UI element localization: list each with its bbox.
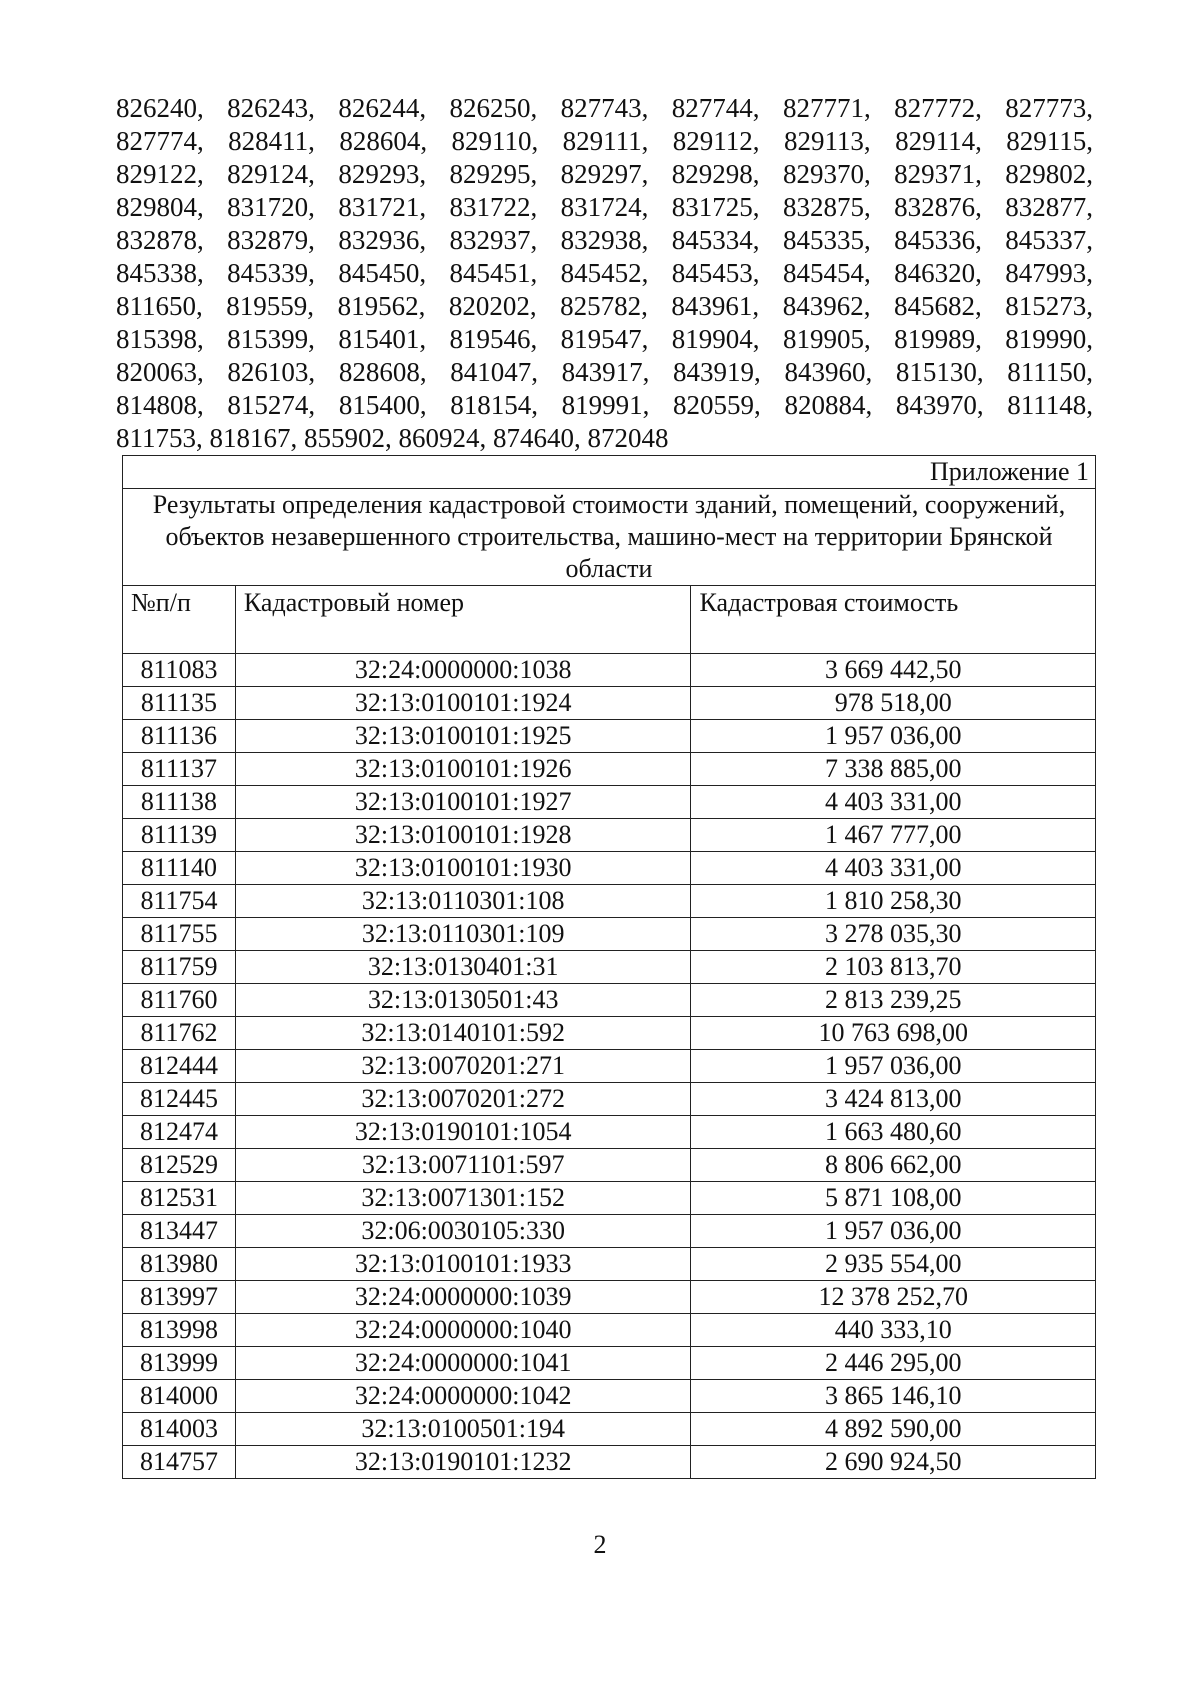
object-number: 843919,: [673, 357, 761, 387]
object-number: 829115,: [1006, 126, 1093, 156]
object-number: 829293,: [338, 159, 427, 189]
object-number: 843917,: [561, 357, 650, 387]
cadastral-value-cell: 1 663 480,60: [691, 1116, 1096, 1149]
table-row: [123, 1215, 1096, 1248]
object-number: 845452,: [560, 258, 649, 288]
cadastral-number-cell: 32:13:0100101:1925: [235, 720, 691, 753]
cadastral-number-cell: 32:13:0100501:194: [235, 1413, 691, 1446]
object-number: 820063,: [116, 357, 204, 387]
cadastral-value-cell: 1 957 036,00: [691, 720, 1096, 753]
cadastral-value-cell: 1 467 777,00: [691, 819, 1096, 852]
object-number: 815399,: [227, 324, 315, 354]
cadastral-value-cell: 4 892 590,00: [691, 1413, 1096, 1446]
object-number: 846320,: [894, 258, 982, 288]
object-number: 828608,: [338, 357, 427, 387]
object-number: 827773,: [1005, 93, 1093, 123]
object-number: 845338,: [116, 258, 204, 288]
table-row: [123, 819, 1096, 852]
appendix-label: Приложение 1: [123, 456, 1096, 489]
row-number-cell: 811755: [123, 918, 236, 951]
cadastral-value-cell: 3 669 442,50: [691, 654, 1096, 687]
object-number: 828411,: [228, 126, 315, 156]
table-row: [123, 984, 1096, 1017]
row-number-cell: 811139: [123, 819, 236, 852]
cadastral-value-cell: 440 333,10: [691, 1314, 1096, 1347]
cadastral-value-cell: 4 403 331,00: [691, 852, 1096, 885]
row-number-cell: 811083: [123, 654, 236, 687]
cadastral-number-cell: 32:13:0071101:597: [235, 1149, 691, 1182]
object-number: 815398,: [116, 324, 204, 354]
cadastral-value-cell: 2 935 554,00: [691, 1248, 1096, 1281]
row-number-cell: 814003: [123, 1413, 236, 1446]
table-row: [123, 1281, 1096, 1314]
cadastral-number-cell: 32:13:0100101:1926: [235, 753, 691, 786]
table-row: [123, 1446, 1096, 1479]
page-number: 2: [593, 1530, 607, 1559]
table-row: [123, 1116, 1096, 1149]
row-number-cell: 813997: [123, 1281, 236, 1314]
object-number: 843961,: [671, 291, 760, 321]
row-number-cell: 811136: [123, 720, 236, 753]
object-number: 845339,: [227, 258, 315, 288]
cadastral-number-cell: 32:13:0100101:1924: [235, 687, 691, 720]
object-number: 829112,: [672, 126, 760, 156]
object-number: 847993,: [1005, 258, 1093, 288]
table-row: [123, 1017, 1096, 1050]
table-title: Результаты определения кадастровой стоимости зданий, помещений, сооружений, объектов незавершенного строительства, машино-мест на территории Брянской области: [123, 489, 1096, 586]
object-number: 825782,: [560, 291, 648, 321]
table-row: [123, 951, 1096, 984]
row-number-cell: 811759: [123, 951, 236, 984]
cadastral-number-cell: 32:24:0000000:1040: [235, 1314, 691, 1347]
cadastral-value-cell: 1 957 036,00: [691, 1050, 1096, 1083]
object-number: 819904,: [671, 324, 760, 354]
object-number-list-line: [116, 389, 1093, 422]
row-number-cell: 812474: [123, 1116, 236, 1149]
cadastral-value-cell: 7 338 885,00: [691, 753, 1096, 786]
cadastral-value-cell: 5 871 108,00: [691, 1182, 1096, 1215]
object-number: 845451,: [449, 258, 538, 288]
row-number-cell: 813447: [123, 1215, 236, 1248]
cadastral-number-cell: 32:13:0100101:1933: [235, 1248, 691, 1281]
object-number-list-last-text: 811753, 818167, 855902, 860924, 874640, 872048: [116, 423, 669, 453]
table-row: [123, 885, 1096, 918]
cadastral-value-cell: 2 690 924,50: [691, 1446, 1096, 1479]
cadastral-value-cell: 978 518,00: [691, 687, 1096, 720]
row-number-cell: 813980: [123, 1248, 236, 1281]
object-number: 832878,: [116, 225, 204, 255]
cadastral-number-cell: 32:13:0100101:1930: [235, 852, 691, 885]
object-number: 819990,: [1005, 324, 1093, 354]
cadastral-number-cell: 32:13:0130501:43: [235, 984, 691, 1017]
object-number: 845453,: [671, 258, 760, 288]
object-number: 827774,: [116, 126, 204, 156]
row-number-cell: 812529: [123, 1149, 236, 1182]
object-number-list-line: [116, 158, 1093, 191]
cadastral-number-cell: 32:24:0000000:1039: [235, 1281, 691, 1314]
object-number-list-line: [116, 290, 1093, 323]
row-number-cell: 813998: [123, 1314, 236, 1347]
object-number: 829371,: [894, 159, 982, 189]
object-number: 826243,: [227, 93, 315, 123]
cadastral-value-cell: 4 403 331,00: [691, 786, 1096, 819]
table-row: [123, 654, 1096, 687]
table-row: [123, 1083, 1096, 1116]
object-number: 820884,: [784, 390, 873, 420]
object-number: 832877,: [1005, 192, 1093, 222]
cadastral-value-cell: 2 103 813,70: [691, 951, 1096, 984]
object-number: 819547,: [560, 324, 649, 354]
object-number: 814808,: [116, 390, 204, 420]
object-number: 829111,: [562, 126, 649, 156]
object-number: 832936,: [338, 225, 427, 255]
object-number: 829110,: [451, 126, 539, 156]
cadastral-number-cell: 32:13:0110301:108: [235, 885, 691, 918]
object-number-list-line: [116, 92, 1093, 125]
row-number-cell: 811754: [123, 885, 236, 918]
object-number-list-line: [116, 356, 1093, 389]
object-number: 815273,: [1005, 291, 1093, 321]
object-number: 832938,: [560, 225, 649, 255]
cadastral-number-cell: 32:13:0070201:271: [235, 1050, 691, 1083]
cadastral-number-cell: 32:13:0100101:1928: [235, 819, 691, 852]
cadastral-number-cell: 32:13:0190101:1232: [235, 1446, 691, 1479]
object-number: 831721,: [338, 192, 427, 222]
row-number-cell: 814757: [123, 1446, 236, 1479]
row-number-cell: 811135: [123, 687, 236, 720]
object-number: 819562,: [337, 291, 426, 321]
object-number: 845454,: [782, 258, 871, 288]
object-number: 815401,: [338, 324, 427, 354]
object-number: 841047,: [450, 357, 538, 387]
header-cadastral-number: Кадастровый номер: [235, 586, 691, 654]
object-number: 826103,: [227, 357, 316, 387]
table-row: [123, 753, 1096, 786]
object-number: 827743,: [560, 93, 649, 123]
row-number-cell: 811760: [123, 984, 236, 1017]
table-row: [123, 1314, 1096, 1347]
cadastral-value-cell: 3 865 146,10: [691, 1380, 1096, 1413]
object-number: 829122,: [116, 159, 204, 189]
object-number: 831725,: [671, 192, 760, 222]
cadastral-number-cell: 32:06:0030105:330: [235, 1215, 691, 1248]
table-row: [123, 1149, 1096, 1182]
object-number: 845336,: [894, 225, 982, 255]
row-number-cell: 812445: [123, 1083, 236, 1116]
object-number: 832875,: [782, 192, 871, 222]
cadastral-number-cell: 32:13:0070201:272: [235, 1083, 691, 1116]
object-number: 845337,: [1005, 225, 1093, 255]
object-number-list-line: [116, 125, 1093, 158]
object-number: 819546,: [449, 324, 538, 354]
row-number-cell: 812444: [123, 1050, 236, 1083]
object-number: 832876,: [894, 192, 982, 222]
object-number: 845334,: [671, 225, 760, 255]
object-number: 843962,: [782, 291, 871, 321]
table-row: [123, 918, 1096, 951]
object-number: 819989,: [894, 324, 982, 354]
object-number: 843960,: [784, 357, 873, 387]
table-row: [123, 1380, 1096, 1413]
object-number-list-line: [116, 191, 1093, 224]
object-number: 819991,: [561, 390, 650, 420]
table-row: [123, 1347, 1096, 1380]
object-number-list-last-line: [116, 422, 1093, 455]
object-number: 829297,: [560, 159, 649, 189]
row-number-cell: 811762: [123, 1017, 236, 1050]
cadastral-number-cell: 32:13:0071301:152: [235, 1182, 691, 1215]
object-number: 819559,: [226, 291, 315, 321]
object-number: 828604,: [339, 126, 428, 156]
table-row: [123, 720, 1096, 753]
cadastral-value-table: [122, 455, 1096, 1479]
object-number: 829113,: [783, 126, 871, 156]
cadastral-value-cell: 8 806 662,00: [691, 1149, 1096, 1182]
cadastral-value-cell: 2 446 295,00: [691, 1347, 1096, 1380]
cadastral-value-cell: 1 957 036,00: [691, 1215, 1096, 1248]
object-number: 818154,: [450, 390, 538, 420]
cadastral-number-cell: 32:24:0000000:1038: [235, 654, 691, 687]
row-number-cell: 811137: [123, 753, 236, 786]
object-number: 832937,: [449, 225, 538, 255]
object-number: 831724,: [560, 192, 649, 222]
object-number: 829295,: [449, 159, 538, 189]
cadastral-number-cell: 32:13:0130401:31: [235, 951, 691, 984]
cadastral-value-cell: 10 763 698,00: [691, 1017, 1096, 1050]
object-number: 829804,: [116, 192, 204, 222]
object-number: 843970,: [895, 390, 984, 420]
cadastral-number-cell: 32:24:0000000:1041: [235, 1347, 691, 1380]
object-number: 831720,: [227, 192, 315, 222]
cadastral-number-cell: 32:13:0140101:592: [235, 1017, 691, 1050]
object-number: 831722,: [449, 192, 538, 222]
object-number: 826250,: [449, 93, 538, 123]
row-number-cell: 811140: [123, 852, 236, 885]
cadastral-value-cell: 3 278 035,30: [691, 918, 1096, 951]
object-number: 845682,: [893, 291, 982, 321]
cadastral-value-cell: 12 378 252,70: [691, 1281, 1096, 1314]
table-row: [123, 1050, 1096, 1083]
object-number: 827771,: [782, 93, 871, 123]
object-number: 815400,: [338, 390, 427, 420]
object-number-list-line: [116, 323, 1093, 356]
object-number: 826240,: [116, 93, 204, 123]
table-row: [123, 852, 1096, 885]
table-row: [123, 1248, 1096, 1281]
cadastral-value-cell: 3 424 813,00: [691, 1083, 1096, 1116]
cadastral-number-cell: 32:24:0000000:1042: [235, 1380, 691, 1413]
cadastral-number-cell: 32:13:0100101:1927: [235, 786, 691, 819]
object-number: 845450,: [338, 258, 427, 288]
object-number: 829124,: [227, 159, 315, 189]
object-number: 829370,: [782, 159, 871, 189]
object-number: 829802,: [1005, 159, 1093, 189]
object-number-list-line: [116, 257, 1093, 290]
table-row: [123, 1413, 1096, 1446]
object-number: 826244,: [338, 93, 427, 123]
object-number: 829298,: [671, 159, 760, 189]
row-number-cell: 814000: [123, 1380, 236, 1413]
object-number: 815130,: [895, 357, 984, 387]
cadastral-number-cell: 32:13:0110301:109: [235, 918, 691, 951]
object-number: 827772,: [894, 93, 982, 123]
row-number-cell: 811138: [123, 786, 236, 819]
header-cadastral-value: Кадастровая стоимость: [691, 586, 1096, 654]
table-row: [123, 1182, 1096, 1215]
object-number: 820559,: [673, 390, 761, 420]
object-number: 845335,: [782, 225, 871, 255]
object-number-list-line: [116, 224, 1093, 257]
row-number-cell: 812531: [123, 1182, 236, 1215]
object-number: 811148,: [1007, 390, 1093, 420]
object-number: 811150,: [1007, 357, 1093, 387]
object-number: 811650,: [116, 291, 203, 321]
header-number: №п/п: [123, 586, 236, 654]
object-number: 820202,: [448, 291, 537, 321]
object-number: 829114,: [895, 126, 982, 156]
table-row: [123, 786, 1096, 819]
object-number: 832879,: [227, 225, 315, 255]
cadastral-number-cell: 32:13:0190101:1054: [235, 1116, 691, 1149]
cadastral-value-cell: 1 810 258,30: [691, 885, 1096, 918]
object-number: 815274,: [227, 390, 316, 420]
table-row: [123, 687, 1096, 720]
object-number: 827744,: [671, 93, 760, 123]
object-number-list: [116, 92, 1093, 455]
object-number: 819905,: [782, 324, 871, 354]
row-number-cell: 813999: [123, 1347, 236, 1380]
cadastral-value-cell: 2 813 239,25: [691, 984, 1096, 1017]
